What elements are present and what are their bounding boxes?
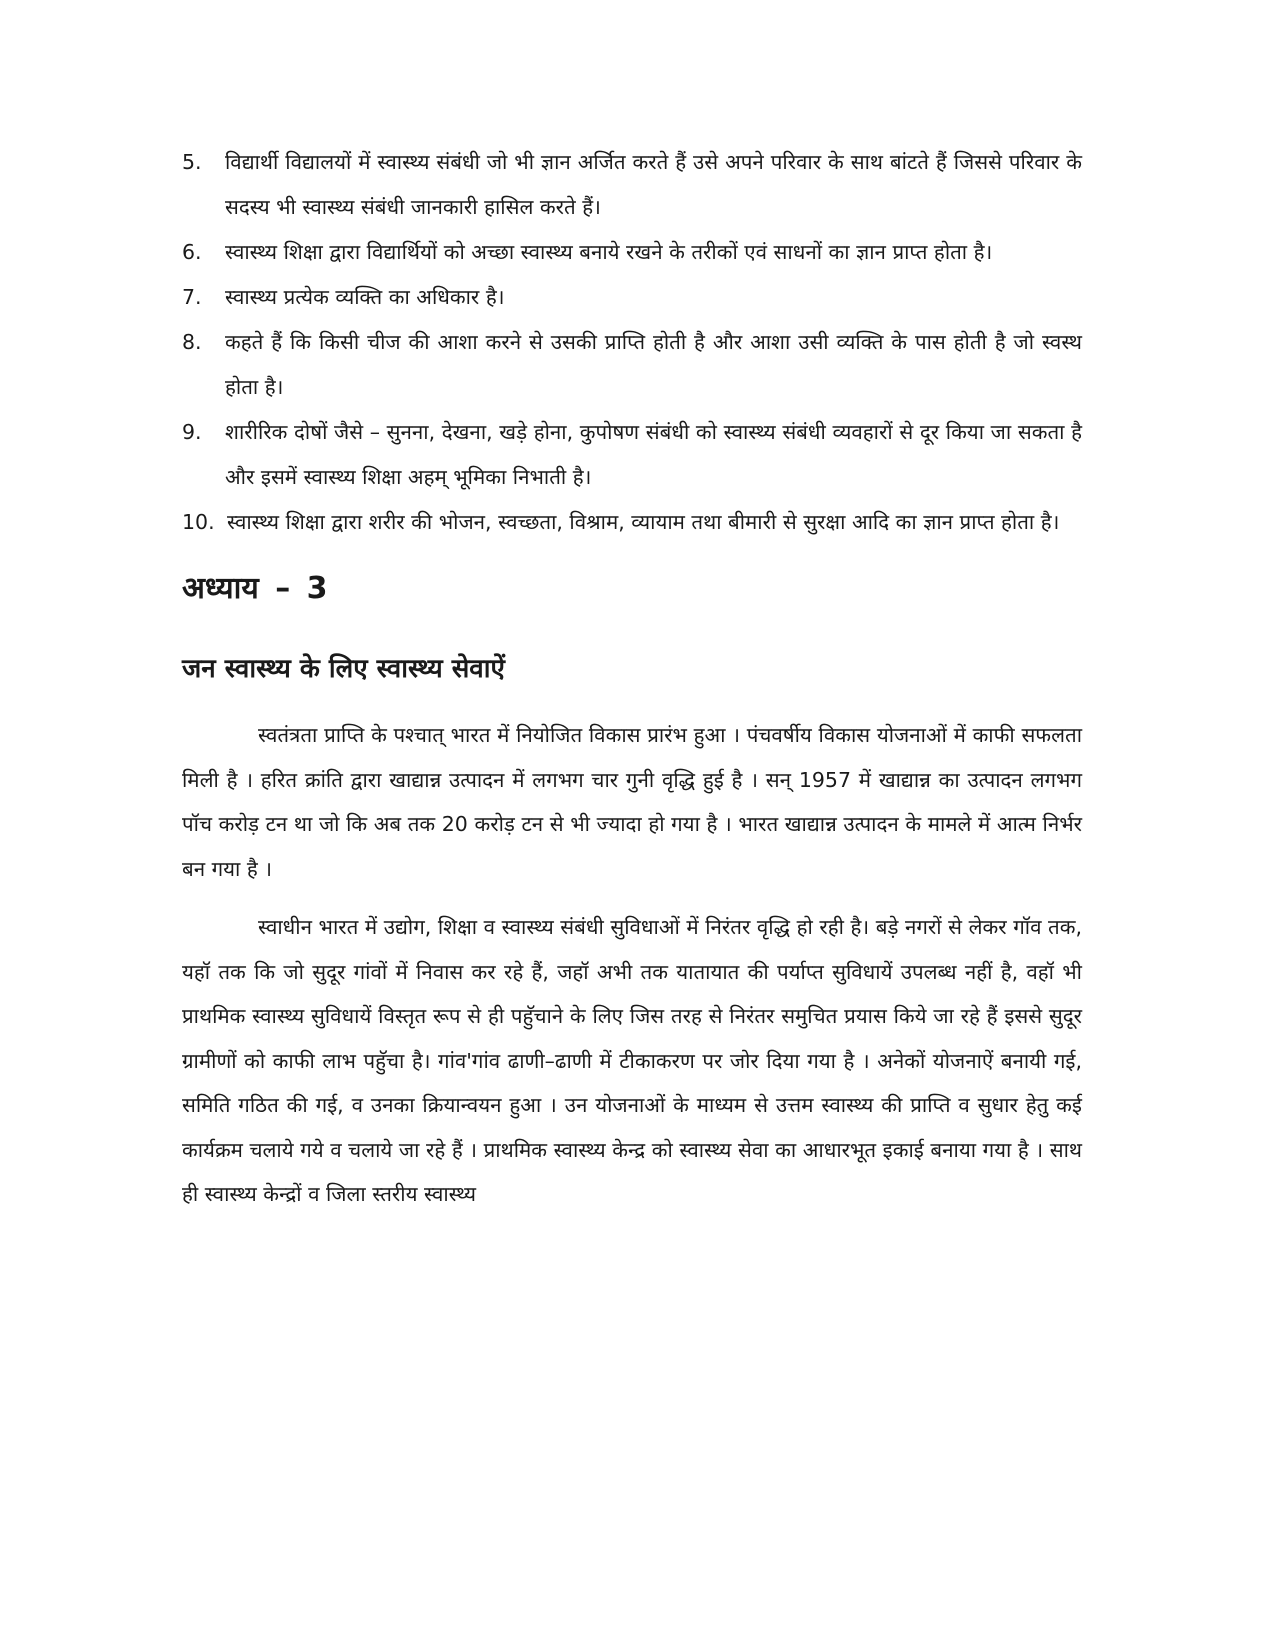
list-item xyxy=(182,140,1082,230)
body-paragraph: स्वाधीन भारत में उद्योग, शिक्षा व स्वास्थ्य संबंधी सुविधाओं में निरंतर वृद्धि हो रही है। बड़े नगरों से लेकर गॉव तक, यहॉ तक कि जो सुदूर गांवों में निवास कर रहे हैं, जहॉ अभी तक यातायात की पर्याप्त सुविधायें उपलब्ध नहीं है, वहॉ भी प्राथमिक स्वास्थ्य सुविधायें विस्तृत रूप से ही पहुॅचाने के लिए जिस तरह से निरंतर समुचित प्रयास किये जा रहे हैं इससे सुदूर ग्रामीणों को काफी लाभ पहुॅचा है। गांव'गांव ढाणी–ढाणी में टीकाकरण पर जोर दिया गया है । अनेकों योजनाऐं बनायी गई, समिति गठित की गई, व उनका क्रियान्वयन हुआ । उन योजनाओं के माध्यम से उत्तम स्वास्थ्य की प्राप्ति व सुधार हेतु कई कार्यक्रम चलाये गये व चलाये जा रहे हैं । प्राथमिक स्वास्थ्य केन्द्र को स्वास्थ्य सेवा का आधारभूत इकाई बनाया गया है । साथ ही स्वास्थ्य केन्द्रों व जिला स्तरीय स्वास्थ्य xyxy=(182,915,1082,1206)
list-item xyxy=(182,500,1082,545)
list-item-number: 6. xyxy=(182,240,202,264)
list-item xyxy=(182,320,1082,410)
list-item-text: स्वास्थ्य प्रत्येक व्यक्ति का अधिकार है। xyxy=(225,285,505,309)
list-item xyxy=(182,230,1082,275)
list-item-text: स्वास्थ्य शिक्षा द्वारा शरीर की भोजन, स्वच्छता, विश्राम, व्यायाम तथा बीमारी से सुरक्षा आदि का ज्ञान प्राप्त होता है। xyxy=(227,510,1060,534)
list-item xyxy=(182,410,1082,500)
list-item-text: शारीरिक दोषों जैसे – सुनना, देखना, खड़े होना, कुपोषण संबंधी को स्वास्थ्य संबंधी व्यवहारों से दूर किया जा सकता है और इसमें स्वास्थ्य शिक्षा अहम् भूमिका निभाती है। xyxy=(225,420,1082,489)
chapter-heading: अध्याय – 3 xyxy=(182,571,328,606)
section-title: जन स्वास्थ्य के लिए स्वास्थ्य सेवाऐं xyxy=(182,654,505,684)
list-item-number: 9. xyxy=(182,420,202,444)
body-paragraph: स्वतंत्रता प्राप्ति के पश्चात् भारत में नियोजित विकास प्रारंभ हुआ । पंचवर्षीय विकास योजनाओं में काफी सफलता मिली है । हरित क्रांति द्वारा खाद्यान्न उत्पादन में लगभग चार गुनी वृद्धि हुई है । सन् 1957 में खाद्यान्न का उत्पादन लगभग पॉच करोड़ टन था जो कि अब तक 20 करोड़ टन से भी ज्यादा हो गया है । भारत खाद्यान्न उत्पादन के मामले में आत्म निर्भर बन गया है । xyxy=(182,723,1082,881)
list-item-text: विद्यार्थी विद्यालयों में स्वास्थ्य संबंधी जो भी ज्ञान अर्जित करते हैं उसे अपने परिवार के साथ बांटते हैं जिससे परिवार के सदस्य भी स्वास्थ्य संबंधी जानकारी हासिल करते हैं। xyxy=(225,150,1082,219)
list-item-text: स्वास्थ्य शिक्षा द्वारा विद्यार्थियों को अच्छा स्वास्थ्य बनाये रखने के तरीकों एवं साधनों का ज्ञान प्राप्त होता है। xyxy=(225,240,993,264)
list-item xyxy=(182,275,1082,320)
list-item-number: 5. xyxy=(182,150,202,174)
list-item-number: 8. xyxy=(182,330,202,354)
list-item-number: 10. xyxy=(182,510,215,534)
list-item-text: कहते हैं कि किसी चीज की आशा करने से उसकी प्राप्ति होती है और आशा उसी व्यक्ति के पास होती है जो स्वस्थ होता है। xyxy=(225,330,1082,399)
page-content xyxy=(182,140,1082,1217)
numbered-list xyxy=(182,140,1082,545)
list-item-number: 7. xyxy=(182,285,202,309)
